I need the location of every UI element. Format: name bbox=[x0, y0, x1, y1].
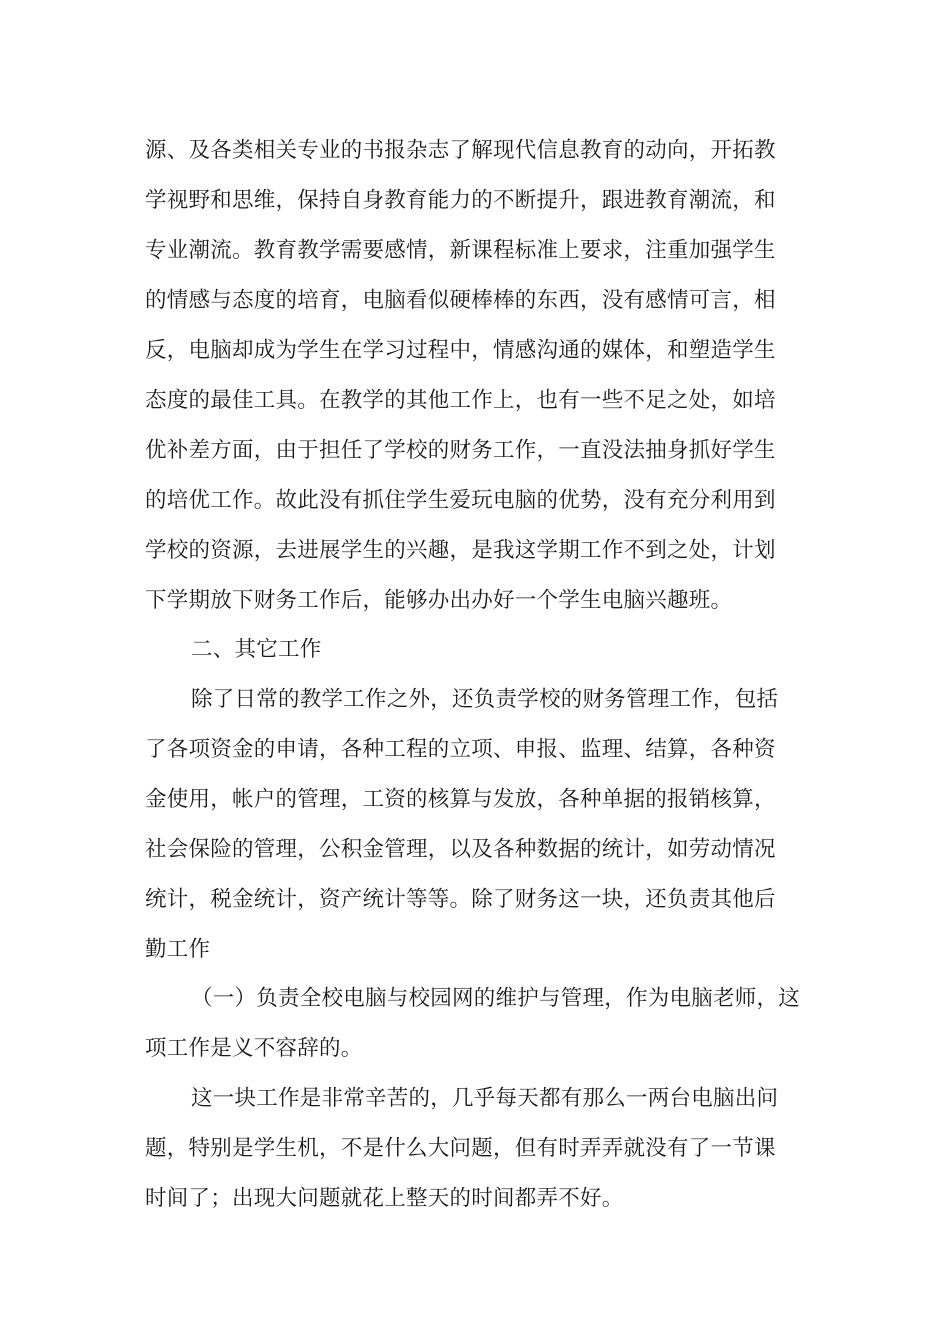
text-line: 学校的资源，去进展学生的兴趣，是我这学期工作不到之处，计划 bbox=[145, 538, 776, 563]
text-line: 了各项资金的申请，各种工程的立项、申报、监理、结算，各种资 bbox=[145, 737, 776, 762]
text-line: 态度的最佳工具。在教学的其他工作上，也有一些不足之处，如培 bbox=[145, 388, 776, 413]
text-line: 统计，税金统计，资产统计等等。除了财务这一块，还负责其他后 bbox=[145, 887, 776, 912]
text-line: 题，特别是学生机，不是什么大问题，但有时弄弄就没有了一节课 bbox=[145, 1136, 776, 1161]
text-line: 优补差方面，由于担任了学校的财务工作，一直没法抽身抓好学生 bbox=[145, 438, 776, 463]
text-line: 源、及各类相关专业的书报杂志了解现代信息教育的动向，开拓教 bbox=[145, 138, 776, 163]
paragraph-start: 这一块工作是非常辛苦的，几乎每天都有那么一两台电脑出问 bbox=[191, 1086, 779, 1111]
text-line: 勤工作 bbox=[145, 937, 211, 962]
text-line: 项工作是义不容辞的。 bbox=[145, 1036, 363, 1061]
subsection-heading: （一）负责全校电脑与校园网的维护与管理，作为电脑老师，这 bbox=[191, 986, 801, 1011]
text-line: 的情感与态度的培育，电脑看似硬棒棒的东西，没有感情可言，相 bbox=[145, 288, 776, 313]
text-line: 反，电脑却成为学生在学习过程中，情感沟通的媒体，和塑造学生 bbox=[145, 338, 776, 363]
text-line: 专业潮流。教育教学需要感情，新课程标准上要求，注重加强学生 bbox=[145, 238, 776, 263]
text-line: 时间了；出现大问题就花上整天的时间都弄不好。 bbox=[145, 1186, 624, 1211]
section-heading: 二、其它工作 bbox=[191, 637, 322, 662]
text-line: 的培优工作。故此没有抓住学生爱玩电脑的优势，没有充分利用到 bbox=[145, 488, 776, 513]
text-line: 学视野和思维，保持自身教育能力的不断提升，跟进教育潮流，和 bbox=[145, 188, 776, 213]
text-line: 金使用，帐户的管理，工资的核算与发放，各种单据的报销核算， bbox=[145, 787, 776, 812]
paragraph-start: 除了日常的教学工作之外，还负责学校的财务管理工作，包括 bbox=[191, 687, 779, 712]
text-line: 下学期放下财务工作后，能够办出办好一个学生电脑兴趣班。 bbox=[145, 588, 733, 613]
text-line: 社会保险的管理，公积金管理，以及各种数据的统计，如劳动情况 bbox=[145, 837, 776, 862]
